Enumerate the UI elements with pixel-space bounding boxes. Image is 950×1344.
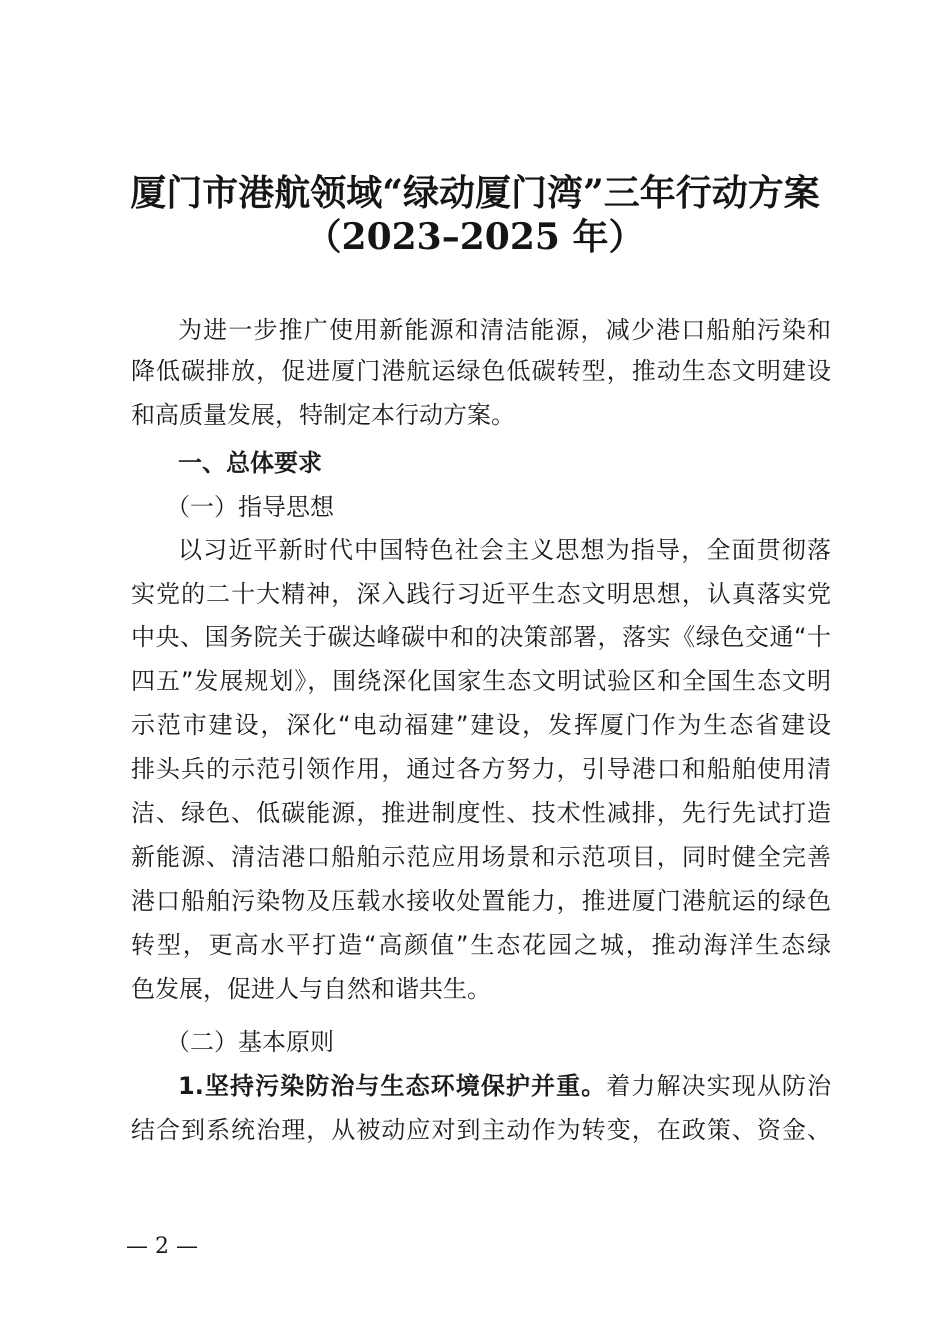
- guiding-line-10: 转型，更高水平打造“高颜值”生态花园之城，推动海洋生态绿: [131, 931, 831, 959]
- document-title: 厦门市港航领域“绿动厦门湾”三年行动方案: [130, 172, 820, 214]
- guiding-line-11: 色发展，促进人与自然和谐共生。: [131, 975, 491, 1003]
- principle-1-line-2: 结合到系统治理，从被动应对到主动作为转变，在政策、资金、: [131, 1116, 831, 1144]
- document-subtitle-years: （2023–2025 年）: [305, 216, 645, 258]
- principle-1-line-1: [178, 1066, 831, 1106]
- guiding-line-5: 示范市建设，深化“电动福建”建设，发挥厦门作为生态省建设: [131, 711, 831, 739]
- guiding-line-8: 新能源、清洁港口船舶示范应用场景和示范项目，同时健全完善: [131, 843, 831, 871]
- subsection-heading-guiding-ideology: （一）指导思想: [166, 493, 334, 521]
- principle-1-text: 着力解决实现从防治: [606, 1072, 831, 1100]
- intro-line-3: 和高质量发展，特制定本行动方案。: [131, 401, 515, 429]
- guiding-line-2: 实党的二十大精神，深入践行习近平生态文明思想，认真落实党: [131, 580, 831, 608]
- guiding-line-3: 中央、国务院关于碳达峰碳中和的决策部署，落实《绿色交通“十: [131, 623, 831, 651]
- guiding-line-4: 四五”发展规划》，围绕深化国家生态文明试验区和全国生态文明: [131, 667, 831, 695]
- guiding-line-6: 排头兵的示范引领作用，通过各方努力，引导港口和船舶使用清: [131, 755, 831, 783]
- page-number: — 2 —: [126, 1234, 198, 1259]
- subsection-heading-basic-principles: （二）基本原则: [166, 1028, 334, 1056]
- section-heading-general-requirements: 一、总体要求: [178, 449, 322, 477]
- principle-1-bold-lead: 1.坚持污染防治与生态环境保护并重。: [178, 1072, 607, 1100]
- intro-line-2: 降低碳排放，促进厦门港航运绿色低碳转型，推动生态文明建设: [131, 357, 831, 385]
- guiding-line-1: 以习近平新时代中国特色社会主义思想为指导，全面贯彻落: [178, 536, 831, 564]
- guiding-line-7: 洁、绿色、低碳能源，推进制度性、技术性减排，先行先试打造: [131, 799, 831, 827]
- intro-line-1: 为进一步推广使用新能源和清洁能源，减少港口船舶污染和: [178, 316, 831, 344]
- guiding-line-9: 港口船舶污染物及压载水接收处置能力，推进厦门港航运的绿色: [131, 887, 831, 915]
